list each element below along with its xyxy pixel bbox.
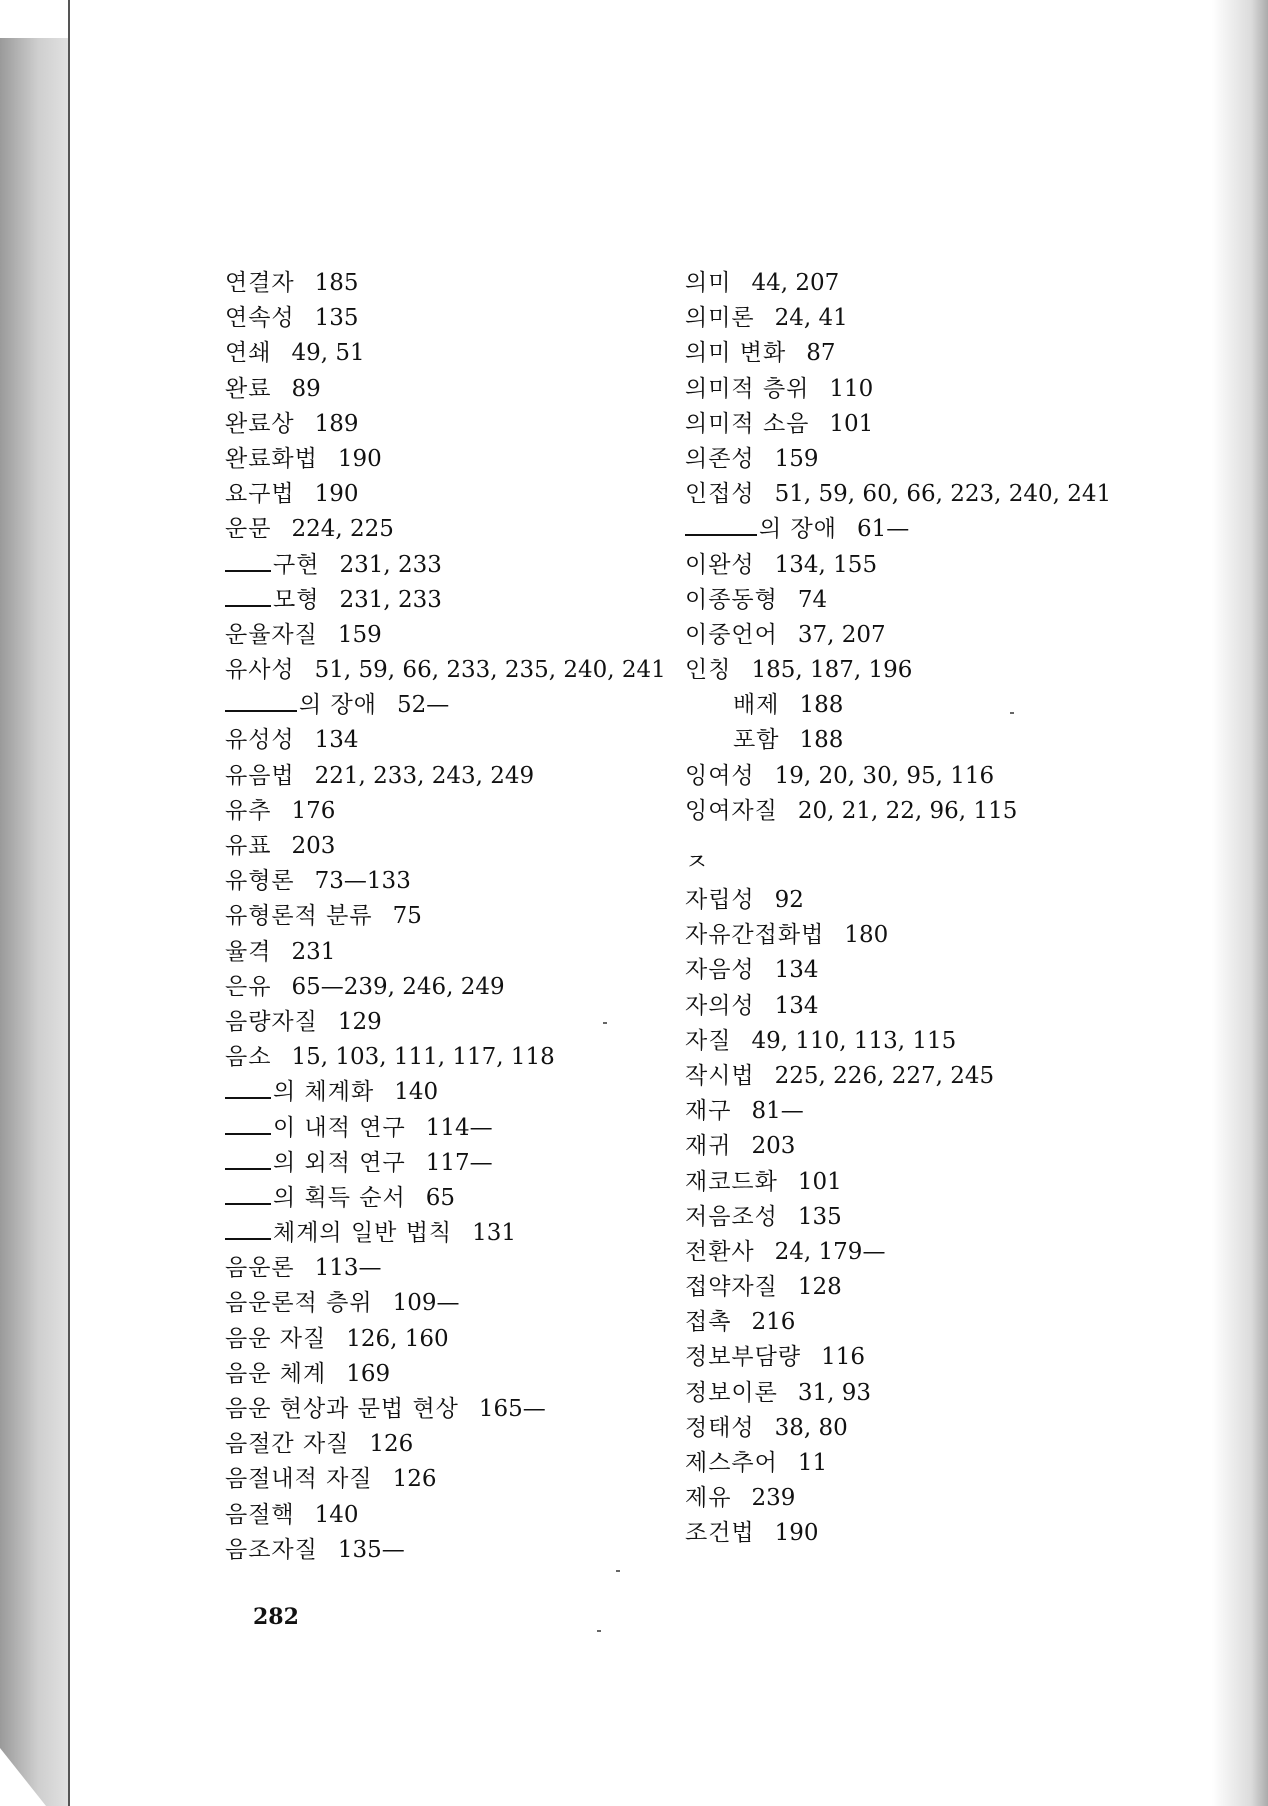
index-entry [685, 794, 1205, 829]
index-term: 인칭 [685, 657, 732, 684]
index-entry [225, 1251, 665, 1286]
index-term: 유추 [225, 797, 272, 824]
index-term: 의미 [685, 270, 732, 296]
index-entry [225, 583, 665, 618]
index-entry [225, 301, 665, 336]
index-entry [685, 583, 1205, 618]
page-number: 282 [253, 1604, 299, 1630]
index-page-refs: 221, 233, 243, 249 [314, 762, 535, 789]
index-entry [685, 759, 1205, 794]
scan-speck [616, 1570, 620, 1572]
index-entry [685, 989, 1205, 1024]
index-term: 자음성 [685, 957, 755, 984]
index-entry [225, 759, 665, 794]
index-entry [225, 442, 665, 477]
index-term: 재구 [685, 1098, 732, 1125]
index-entry [685, 1305, 1205, 1340]
index-term: 음량자질 [225, 1008, 318, 1035]
index-term: 인접성 [685, 481, 755, 508]
index-term: 저음조성 [685, 1203, 778, 1230]
index-entry [685, 1340, 1205, 1375]
index-page-refs: 75 [392, 903, 422, 930]
index-term: 이완성 [685, 551, 755, 578]
index-term: 재귀 [685, 1133, 732, 1160]
index-entry [685, 653, 1205, 688]
index-page-refs: 89 [291, 375, 321, 402]
index-entry [225, 618, 665, 653]
index-term: 연속성 [225, 305, 295, 332]
index-entry [225, 1216, 665, 1251]
index-entry [225, 723, 665, 758]
index-term: 의미적 층위 [685, 375, 810, 402]
index-entry [225, 653, 665, 688]
index-page-refs: 126 [369, 1431, 414, 1458]
index-term: 제스추어 [685, 1450, 778, 1476]
index-term: 음운 체계 [225, 1360, 327, 1387]
index-entry [225, 336, 665, 371]
index-term: 의 체계화 [273, 1079, 375, 1106]
index-page-refs: 109— [392, 1290, 460, 1317]
index-entry [225, 1181, 665, 1216]
index-entry [225, 1533, 665, 1568]
index-page-refs: 92 [774, 887, 804, 913]
index-entry [685, 1481, 1205, 1516]
index-term: 자유간접화법 [685, 922, 825, 949]
page-curl-shadow [1212, 0, 1268, 1806]
index-page-refs: 19, 20, 30, 95, 116 [774, 762, 995, 789]
index-entry [685, 266, 1205, 301]
index-page-refs: 37, 207 [797, 621, 886, 648]
index-entry [225, 407, 665, 442]
index-page-refs: 51, 59, 60, 66, 223, 240, 241 [774, 481, 1112, 508]
index-term: 음소 [225, 1044, 272, 1071]
index-entry [225, 970, 665, 1005]
index-column-left [225, 266, 665, 1568]
index-page-refs: 159 [774, 445, 819, 472]
index-entry [685, 548, 1205, 583]
index-term: 완료 [225, 375, 272, 402]
index-page-refs: 87 [806, 340, 836, 367]
index-term: 유형론 [225, 868, 295, 895]
index-entry [685, 1129, 1205, 1164]
index-entry [225, 512, 665, 547]
index-page-refs: 74 [797, 586, 828, 613]
index-term: 잉여자질 [685, 797, 778, 824]
index-term: 요구법 [225, 481, 295, 508]
index-term: 자의성 [685, 992, 755, 1019]
index-page-refs: 135 [314, 305, 359, 332]
scan-speck [597, 1630, 601, 1632]
index-page-refs: 73—133 [314, 868, 411, 895]
scan-speck [603, 1022, 607, 1024]
index-term: 음운론적 층위 [225, 1290, 373, 1317]
index-entry [685, 953, 1205, 988]
index-term: 의미적 소음 [685, 410, 810, 437]
index-page-refs: 134 [314, 727, 359, 754]
index-term: 연결자 [225, 270, 295, 296]
repeat-headword-dash [225, 1183, 271, 1205]
index-term: 배제 [733, 692, 780, 719]
index-group-j [685, 883, 1205, 1552]
index-page-refs: 203 [291, 833, 336, 859]
index-term: 재코드화 [685, 1168, 778, 1195]
index-page-refs: 24, 41 [774, 305, 848, 332]
index-page-refs: 135 [797, 1203, 842, 1230]
index-term: 음운론 [225, 1255, 295, 1282]
index-page-refs: 231, 233 [339, 551, 442, 578]
index-term: 의미론 [685, 305, 755, 332]
index-page-refs: 117— [425, 1149, 493, 1176]
repeat-headword-dash [225, 690, 297, 712]
index-term: 은유 [225, 973, 272, 1000]
index-entry [685, 1165, 1205, 1200]
index-entry [225, 1111, 665, 1146]
section-heading: ㅈ [685, 848, 709, 876]
repeat-headword-dash [225, 1113, 271, 1135]
index-term: 의 장애 [299, 692, 377, 719]
index-page-refs: 81— [751, 1098, 804, 1125]
index-entry [225, 266, 665, 301]
index-page-refs: 188 [799, 692, 844, 719]
index-entry [225, 935, 665, 970]
index-term: 음절간 자질 [225, 1431, 350, 1458]
index-page-refs: 140 [314, 1501, 359, 1528]
index-term: 운율자질 [225, 621, 318, 648]
index-page-refs: 129 [337, 1008, 382, 1035]
index-term: 완료화법 [225, 445, 318, 472]
index-entry [685, 512, 1205, 547]
index-page-refs: 134 [774, 992, 819, 1019]
index-page-refs: 52— [396, 692, 450, 719]
index-page-refs: 140 [394, 1079, 439, 1106]
index-entry [225, 1146, 665, 1181]
index-page-refs: 239 [751, 1485, 796, 1512]
repeat-headword-dash [685, 514, 757, 536]
index-term: 제유 [685, 1485, 732, 1512]
repeat-headword-dash [225, 1218, 271, 1240]
index-entry [685, 918, 1205, 953]
index-entry [685, 1376, 1205, 1411]
index-page-refs: 190 [314, 481, 359, 508]
index-entry [225, 1322, 665, 1357]
index-page-refs: 131 [472, 1220, 517, 1247]
index-page-refs: 49, 110, 113, 115 [751, 1027, 957, 1054]
index-page-refs: 224, 225 [291, 516, 394, 543]
index-page-refs: 203 [751, 1133, 796, 1160]
index-term: 잉여성 [685, 762, 755, 789]
index-term: 음운 현상과 문법 현상 [225, 1396, 459, 1422]
index-term: 의 장애 [759, 516, 837, 543]
index-entry [685, 688, 1205, 723]
index-page-refs: 24, 179— [774, 1238, 886, 1265]
index-term: 전환사 [685, 1238, 755, 1265]
index-page-refs: 190 [774, 1520, 819, 1547]
index-term: 유성성 [225, 727, 295, 754]
index-term: 포함 [733, 727, 780, 754]
index-page-refs: 101 [797, 1168, 842, 1195]
index-entry [685, 1516, 1205, 1551]
index-page-refs: 185, 187, 196 [751, 657, 913, 684]
index-term: 자질 [685, 1027, 732, 1054]
index-page-refs: 169 [346, 1360, 391, 1387]
index-page-refs: 216 [751, 1309, 796, 1336]
index-term: 의미 변화 [685, 340, 787, 367]
index-term: 운문 [225, 516, 272, 543]
index-page-refs: 176 [291, 797, 336, 824]
index-page-refs: 65 [425, 1184, 455, 1211]
index-page-refs: 116 [821, 1344, 865, 1371]
index-page-refs: 110 [829, 375, 874, 402]
index-page-refs: 159 [337, 621, 382, 648]
index-term: 음절내적 자질 [225, 1466, 373, 1493]
index-term: 이종동형 [685, 586, 778, 613]
index-term: 완료상 [225, 410, 295, 437]
index-entry [225, 899, 665, 934]
index-term: 의 외적 연구 [273, 1149, 406, 1176]
index-entry [225, 1498, 665, 1533]
index-entry [685, 301, 1205, 336]
index-entry [685, 1270, 1205, 1305]
index-page-refs: 231 [291, 938, 336, 965]
index-page-refs: 15, 103, 111, 117, 118 [291, 1044, 555, 1071]
book-spine-edge [0, 38, 70, 1806]
index-page-refs: 225, 226, 227, 245 [774, 1062, 995, 1089]
index-page-refs: 113— [314, 1255, 382, 1282]
index-term: 음조자질 [225, 1536, 318, 1563]
index-entry [685, 883, 1205, 918]
index-page-refs: 31, 93 [797, 1379, 872, 1406]
index-entry [225, 1040, 665, 1075]
index-entry [225, 864, 665, 899]
index-page-refs: 101 [829, 410, 874, 437]
repeat-headword-dash [225, 585, 271, 607]
index-page-refs: 126, 160 [346, 1325, 449, 1352]
index-entry [685, 1411, 1205, 1446]
index-term: 작시법 [685, 1062, 755, 1089]
index-entry [685, 442, 1205, 477]
index-term: 의 획득 순서 [273, 1184, 406, 1211]
index-page-refs: 165— [478, 1396, 546, 1422]
index-term: 접약자질 [685, 1274, 778, 1301]
repeat-headword-dash [225, 1077, 271, 1099]
index-entry [225, 1075, 665, 1110]
index-term: 이 내적 연구 [273, 1114, 406, 1141]
index-term: 유음법 [225, 762, 295, 789]
scan-speck [1010, 712, 1014, 714]
index-page-refs: 180 [844, 922, 889, 949]
index-entry [685, 618, 1205, 653]
index-page-refs: 128 [797, 1274, 842, 1301]
index-term: 유표 [225, 833, 272, 859]
index-entry [225, 548, 665, 583]
index-entry [685, 1024, 1205, 1059]
index-group-i [685, 266, 1205, 829]
index-entry [225, 794, 665, 829]
index-entry [685, 1235, 1205, 1270]
index-entry [225, 1357, 665, 1392]
index-page-refs: 61— [856, 516, 910, 543]
index-term: 음운 자질 [225, 1325, 327, 1352]
index-term: 자립성 [685, 887, 755, 913]
index-page-refs: 190 [337, 445, 382, 472]
index-term: 유형론적 분류 [225, 903, 373, 930]
index-entry [685, 1059, 1205, 1094]
index-entry [225, 1005, 665, 1040]
index-term: 조건법 [685, 1520, 755, 1547]
index-entry [225, 477, 665, 512]
index-entry [685, 336, 1205, 371]
index-page-refs: 114— [425, 1114, 493, 1141]
index-page-refs: 231, 233 [339, 586, 442, 613]
index-page-refs: 65—239, 246, 249 [291, 973, 505, 1000]
index-entry [685, 1094, 1205, 1129]
index-page-refs: 185 [314, 270, 359, 296]
index-term: 모형 [273, 586, 320, 613]
index-entry [225, 372, 665, 407]
index-page-refs: 134, 155 [774, 551, 878, 578]
index-page-refs: 49, 51 [291, 340, 365, 367]
index-page-refs: 134 [774, 957, 819, 984]
index-entry [225, 688, 665, 723]
index-page-refs: 20, 21, 22, 96, 115 [797, 797, 1018, 824]
index-term: 유사성 [225, 657, 295, 684]
index-page-refs: 126 [392, 1466, 437, 1493]
index-entry [685, 1200, 1205, 1235]
index-term: 구현 [273, 551, 320, 578]
index-term: 연쇄 [225, 340, 272, 367]
repeat-headword-dash [225, 550, 271, 572]
index-page-refs: 188 [799, 727, 844, 754]
repeat-headword-dash [225, 1148, 271, 1170]
index-term: 정보이론 [685, 1379, 778, 1406]
index-page-refs: 11 [797, 1450, 828, 1476]
index-term: 정태성 [685, 1414, 755, 1441]
index-entry [225, 1392, 665, 1427]
index-term: 의존성 [685, 445, 755, 472]
index-entry [225, 1462, 665, 1497]
index-term: 율격 [225, 938, 272, 965]
index-entry [685, 723, 1205, 758]
index-term: 접촉 [685, 1309, 732, 1336]
index-term: 정보부담량 [685, 1344, 802, 1371]
index-entry [685, 477, 1205, 512]
index-page-refs: 189 [314, 410, 359, 437]
index-term: 체계의 일반 법칙 [273, 1220, 453, 1247]
index-entry [225, 829, 665, 864]
index-term: 음절핵 [225, 1501, 295, 1528]
index-column-right [685, 266, 1205, 1552]
index-entry [685, 1446, 1205, 1481]
index-page-refs: 51, 59, 66, 233, 235, 240, 241 [314, 657, 666, 684]
index-term: 이중언어 [685, 621, 778, 648]
index-entry [225, 1286, 665, 1321]
index-entry [685, 407, 1205, 442]
index-page-refs: 44, 207 [751, 270, 840, 296]
index-page-refs: 135— [337, 1536, 405, 1563]
index-entry [685, 372, 1205, 407]
index-page-refs: 38, 80 [774, 1414, 848, 1441]
index-entry [225, 1427, 665, 1462]
